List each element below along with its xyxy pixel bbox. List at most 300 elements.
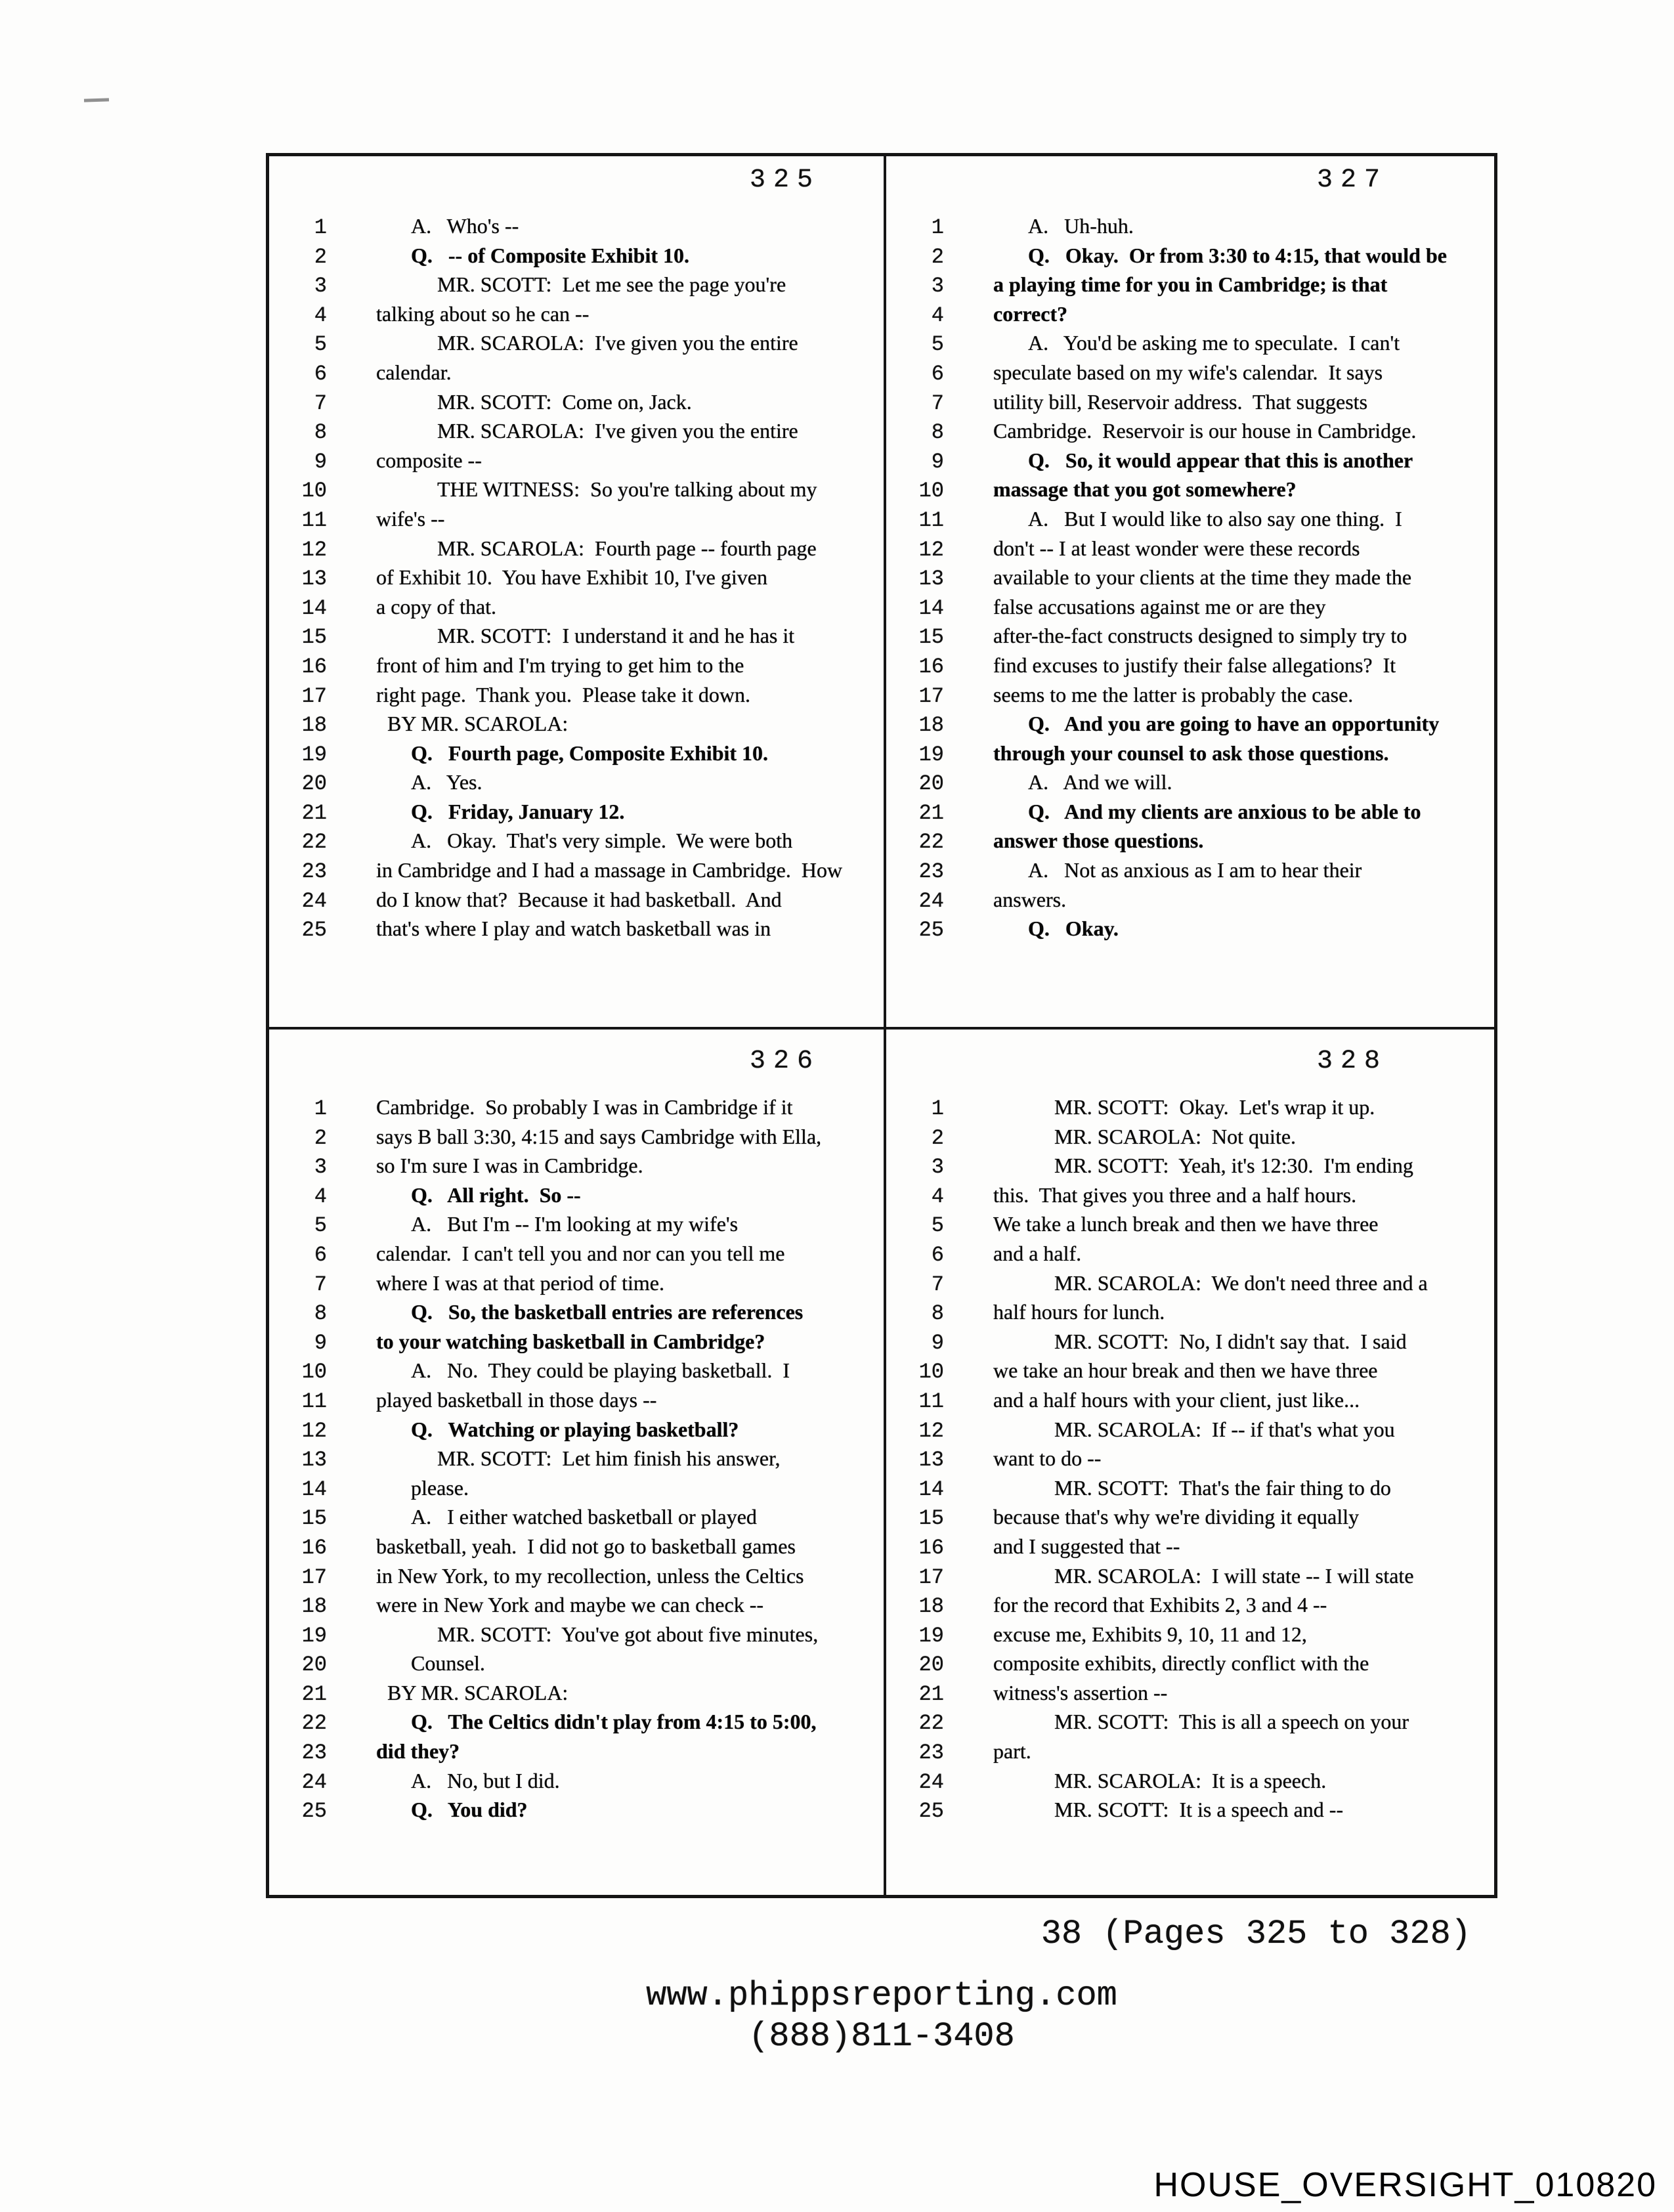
line-number: 7	[314, 391, 327, 416]
transcript-line	[886, 592, 1494, 622]
line-number: 4	[931, 303, 944, 328]
line-text: answer those questions.	[993, 829, 1204, 853]
line-text: MR. SCAROLA: Not quite.	[1054, 1124, 1297, 1148]
transcript-line	[269, 1561, 884, 1591]
line-number: 9	[931, 1330, 944, 1355]
transcript-line	[886, 328, 1494, 358]
transcript-line	[886, 1649, 1494, 1678]
line-text: that's where I play and watch basketball was in	[376, 917, 771, 941]
line-text: Q. And my clients are anxious to be able to	[1028, 799, 1421, 823]
transcript-line	[269, 1649, 884, 1678]
line-text: speculate based on my wife's calendar. It says	[993, 360, 1383, 384]
line-text: says B ball 3:30, 4:15 and says Cambridge with Ella,	[376, 1124, 822, 1148]
line-number: 1	[314, 1096, 327, 1121]
line-number: 18	[301, 1594, 327, 1619]
line-text: answers.	[993, 887, 1067, 911]
line-text: Q. Fourth page, Composite Exhibit 10.	[411, 741, 769, 765]
transcript-line	[269, 241, 884, 271]
line-text: correct?	[993, 301, 1068, 326]
transcript-line	[886, 797, 1494, 827]
line-number: 12	[301, 1418, 327, 1443]
line-number: 5	[314, 332, 327, 357]
transcript-line	[269, 1620, 884, 1649]
transcript-line	[269, 1473, 884, 1503]
transcript-line	[269, 592, 884, 622]
reporting-phone: (888)811-3408	[748, 2017, 1015, 2056]
line-text: witness's assertion --	[993, 1680, 1168, 1704]
transcript-line	[269, 1151, 884, 1181]
line-text: seems to me the latter is probably the case.	[993, 682, 1354, 706]
transcript-line	[269, 621, 884, 651]
transcript-line	[886, 1356, 1494, 1385]
line-text: MR. SCAROLA: I've given you the entire	[437, 331, 798, 355]
line-text: for the record that Exhibits 2, 3 and 4 --	[993, 1593, 1327, 1617]
line-number: 6	[931, 1242, 944, 1267]
transcript-line	[269, 270, 884, 299]
line-number: 16	[301, 654, 327, 679]
transcript-line	[269, 797, 884, 827]
line-text: part.	[993, 1739, 1031, 1764]
line-number: 4	[931, 1184, 944, 1209]
transcript-line	[886, 1707, 1494, 1737]
line-text: Q. And you are going to have an opportunity	[1028, 712, 1440, 736]
line-text: because that's why we're dividing it equally	[993, 1505, 1360, 1529]
line-number: 20	[918, 771, 944, 796]
line-number: 3	[931, 274, 944, 299]
transcript-line	[886, 856, 1494, 885]
transcript-line	[886, 651, 1494, 680]
line-text: A. But I would like to also say one thing. I	[1028, 506, 1402, 531]
line-number: 23	[918, 859, 944, 884]
line-text: Q. Watching or playing basketball?	[411, 1417, 739, 1441]
line-text: MR. SCOTT: Let him finish his answer,	[437, 1446, 781, 1471]
transcript-line	[269, 1532, 884, 1561]
transcript-page-327	[886, 156, 1494, 1030]
transcript-grid	[266, 153, 1497, 1898]
line-number: 19	[301, 1623, 327, 1648]
line-number: 3	[314, 1155, 327, 1180]
line-text: do I know that? Because it had basketball. And	[376, 887, 782, 911]
line-text: Q. So, it would appear that this is another	[1028, 448, 1413, 472]
transcript-line	[269, 1239, 884, 1269]
line-text: MR. SCOTT: You've got about five minutes,	[437, 1622, 819, 1646]
transcript-line	[269, 856, 884, 885]
transcript-line	[886, 1473, 1494, 1503]
line-number: 12	[301, 537, 327, 562]
line-number: 15	[918, 1506, 944, 1531]
line-text: MR. SCOTT: This is all a speech on your	[1054, 1710, 1409, 1734]
line-number: 5	[931, 1213, 944, 1238]
line-number: 6	[314, 361, 327, 386]
line-number: 16	[918, 654, 944, 679]
line-number: 21	[918, 800, 944, 825]
line-text: we take an hour break and then we have three	[993, 1358, 1378, 1383]
transcript-line	[886, 563, 1494, 592]
line-text: A. Okay. That's very simple. We were both	[411, 829, 793, 853]
line-number: 17	[301, 1565, 327, 1590]
line-number: 13	[301, 567, 327, 592]
page-number: 327	[1316, 165, 1388, 195]
transcript-line	[269, 1795, 884, 1825]
line-text: massage that you got somewhere?	[993, 477, 1297, 502]
line-text: Q. All right. So --	[411, 1182, 581, 1207]
transcript-line	[886, 1590, 1494, 1620]
transcript-line	[886, 1444, 1494, 1473]
line-number: 14	[301, 596, 327, 620]
line-number: 19	[301, 742, 327, 767]
line-number: 22	[301, 830, 327, 855]
transcript-line	[886, 1269, 1494, 1298]
transcript-line	[269, 328, 884, 358]
line-number: 5	[314, 1213, 327, 1238]
line-text: MR. SCOTT: Okay. Let's wrap it up.	[1054, 1095, 1375, 1119]
reporting-website: www.phippsreporting.com	[646, 1976, 1117, 2015]
transcript-line	[886, 416, 1494, 446]
transcript-line	[269, 739, 884, 768]
line-number: 16	[301, 1535, 327, 1560]
line-text: available to your clients at the time they made the	[993, 565, 1412, 590]
transcript-line	[886, 211, 1494, 241]
line-text: composite --	[376, 448, 482, 472]
line-number: 25	[301, 918, 327, 943]
transcript-line	[886, 768, 1494, 797]
transcript-line	[269, 1269, 884, 1298]
line-number: 14	[301, 1477, 327, 1502]
line-text: MR. SCAROLA: If -- if that's what you	[1054, 1417, 1395, 1441]
transcript-line	[269, 1737, 884, 1766]
transcript-line	[886, 680, 1494, 710]
transcript-line	[886, 1532, 1494, 1561]
line-number: 23	[918, 1741, 944, 1766]
page-number: 328	[1316, 1047, 1388, 1076]
line-text: basketball, yeah. I did not go to basketball games	[376, 1534, 796, 1558]
line-number: 8	[931, 1301, 944, 1326]
line-text: composite exhibits, directly conflict with the	[993, 1651, 1369, 1676]
line-number: 15	[918, 625, 944, 650]
line-number: 21	[301, 800, 327, 825]
line-number: 7	[931, 391, 944, 416]
line-number: 3	[931, 1155, 944, 1180]
transcript-line	[269, 826, 884, 856]
transcript-line	[886, 475, 1494, 504]
line-number: 21	[301, 1681, 327, 1706]
line-text: please.	[411, 1475, 469, 1500]
line-number: 23	[301, 859, 327, 884]
transcript-line	[269, 1327, 884, 1356]
line-text: utility bill, Reservoir address. That suggests	[993, 389, 1368, 414]
line-text: A. But I'm -- I'm looking at my wife's	[411, 1212, 739, 1236]
transcript-line	[269, 534, 884, 563]
line-number: 1	[931, 215, 944, 240]
transcript-lines	[886, 211, 1494, 943]
line-number: 8	[931, 420, 944, 445]
transcript-line	[269, 1707, 884, 1737]
transcript-line	[269, 1502, 884, 1532]
line-text: half hours for lunch.	[993, 1300, 1165, 1324]
line-text: Q. You did?	[411, 1798, 528, 1822]
line-text: Q. The Celtics didn't play from 4:15 to 5:00,	[411, 1710, 817, 1734]
line-number: 18	[918, 713, 944, 738]
line-text: and a half hours with your client, just like...	[993, 1387, 1360, 1412]
transcript-page-328	[886, 1030, 1494, 1895]
line-text: Q. Friday, January 12.	[411, 799, 625, 823]
line-text: want to do --	[993, 1446, 1102, 1471]
page-number: 325	[749, 165, 821, 195]
line-number: 12	[918, 1418, 944, 1443]
transcript-line	[886, 299, 1494, 329]
transcript-line	[269, 446, 884, 475]
line-text: MR. SCOTT: That's the fair thing to do	[1054, 1475, 1391, 1500]
line-number: 22	[301, 1711, 327, 1736]
line-number: 1	[931, 1096, 944, 1121]
transcript-lines	[269, 211, 884, 943]
line-text: Counsel.	[411, 1651, 485, 1676]
transcript-line	[269, 914, 884, 943]
transcript-line	[269, 358, 884, 387]
line-text: BY MR. SCAROLA:	[387, 712, 569, 736]
transcript-line	[269, 211, 884, 241]
line-number: 24	[301, 1769, 327, 1794]
line-number: 20	[918, 1653, 944, 1678]
transcript-line	[886, 1093, 1494, 1122]
folio-page-range: 38 (Pages 325 to 328)	[1041, 1915, 1471, 1953]
line-number: 11	[301, 508, 327, 532]
line-number: 25	[918, 918, 944, 943]
transcript-line	[269, 1678, 884, 1708]
line-text: false accusations against me or are they	[993, 594, 1326, 618]
line-text: after-the-fact constructs designed to simply try to	[993, 624, 1407, 648]
line-text: Q. Okay.	[1028, 917, 1119, 941]
transcript-line	[886, 1795, 1494, 1825]
line-number: 24	[918, 1769, 944, 1794]
line-number: 25	[918, 1799, 944, 1824]
line-number: 11	[918, 508, 944, 532]
line-text: MR. SCAROLA: I will state -- I will state	[1054, 1563, 1414, 1588]
line-text: calendar.	[376, 360, 452, 384]
line-number: 4	[314, 303, 327, 328]
line-number: 22	[918, 830, 944, 855]
transcript-line	[886, 1620, 1494, 1649]
line-number: 6	[314, 1242, 327, 1267]
transcript-line	[886, 1678, 1494, 1708]
line-number: 13	[918, 567, 944, 592]
line-number: 4	[314, 1184, 327, 1209]
line-text: A. Who's --	[411, 214, 519, 238]
line-text: Q. -- of Composite Exhibit 10.	[411, 243, 689, 267]
transcript-line	[269, 416, 884, 446]
line-text: find excuses to justify their false allegations? It	[993, 653, 1396, 677]
line-text: don't -- I at least wonder were these records	[993, 536, 1360, 560]
line-number: 19	[918, 742, 944, 767]
transcript-line	[886, 1415, 1494, 1444]
line-text: through your counsel to ask those questions.	[993, 741, 1389, 765]
transcript-page-326	[269, 1030, 886, 1895]
line-text: A. And we will.	[1028, 770, 1172, 794]
transcript-line	[886, 709, 1494, 739]
line-text: excuse me, Exhibits 9, 10, 11 and 12,	[993, 1622, 1307, 1646]
line-text: We take a lunch break and then we have three	[993, 1212, 1379, 1236]
line-number: 2	[314, 244, 327, 269]
line-number: 20	[301, 771, 327, 796]
transcript-line	[269, 1356, 884, 1385]
line-number: 11	[918, 1389, 944, 1414]
line-number: 9	[314, 1330, 327, 1355]
line-number: 10	[918, 1360, 944, 1385]
line-text: MR. SCAROLA: We don't need three and a	[1054, 1270, 1428, 1295]
line-text: talking about so he can --	[376, 301, 590, 326]
transcript-line	[886, 1209, 1494, 1239]
transcript-line	[886, 1561, 1494, 1591]
line-number: 9	[314, 449, 327, 474]
line-number: 10	[918, 479, 944, 504]
transcript-line	[886, 1327, 1494, 1356]
transcript-line	[269, 475, 884, 504]
line-text: MR. SCOTT: No, I didn't say that. I said	[1054, 1329, 1407, 1353]
line-text: of Exhibit 10. You have Exhibit 10, I've given	[376, 565, 767, 590]
transcript-line	[269, 1209, 884, 1239]
line-text: in Cambridge and I had a massage in Cambridge. How	[376, 858, 843, 882]
transcript-line	[886, 1181, 1494, 1210]
line-number: 17	[301, 683, 327, 708]
line-text: did they?	[376, 1739, 460, 1764]
transcript-line	[269, 1297, 884, 1327]
line-number: 17	[918, 1565, 944, 1590]
line-number: 22	[918, 1711, 944, 1736]
line-number: 15	[301, 1506, 327, 1531]
line-text: wife's --	[376, 506, 445, 531]
transcript-line	[886, 1239, 1494, 1269]
line-number: 25	[301, 1799, 327, 1824]
line-text: in New York, to my recollection, unless the Celtics	[376, 1563, 804, 1588]
line-number: 9	[931, 449, 944, 474]
transcript-line	[269, 1181, 884, 1210]
line-text: A. No. They could be playing basketball. I	[411, 1358, 790, 1383]
line-text: Cambridge. Reservoir is our house in Cambridge.	[993, 419, 1417, 443]
transcript-line	[269, 504, 884, 534]
transcript-line	[269, 709, 884, 739]
line-number: 21	[918, 1681, 944, 1706]
line-text: were in New York and maybe we can check --	[376, 1593, 763, 1617]
line-number: 11	[301, 1389, 327, 1414]
line-text: MR. SCOTT: I understand it and he has it	[437, 624, 795, 648]
line-text: MR. SCAROLA: Fourth page -- fourth page	[437, 536, 817, 560]
transcript-lines	[269, 1093, 884, 1825]
transcript-line	[269, 1415, 884, 1444]
line-text: A. Yes.	[411, 770, 483, 794]
transcript-line	[269, 651, 884, 680]
line-text: Q. Okay. Or from 3:30 to 4:15, that would be	[1028, 243, 1447, 267]
line-number: 18	[918, 1594, 944, 1619]
transcript-line	[886, 1766, 1494, 1796]
bates-number: HOUSE_OVERSIGHT_010820	[1153, 2166, 1657, 2204]
transcript-line	[269, 1122, 884, 1152]
transcript-line	[886, 1122, 1494, 1152]
transcript-line	[269, 1444, 884, 1473]
transcript-line	[269, 1590, 884, 1620]
line-text: MR. SCAROLA: It is a speech.	[1054, 1768, 1327, 1792]
line-number: 10	[301, 479, 327, 504]
line-number: 17	[918, 683, 944, 708]
line-text: and a half.	[993, 1241, 1082, 1265]
line-text: A. You'd be asking me to speculate. I can't	[1028, 331, 1400, 355]
transcript-line	[269, 768, 884, 797]
transcript-line	[269, 680, 884, 710]
transcript-line	[886, 621, 1494, 651]
transcript-line	[886, 1385, 1494, 1415]
transcript-line	[886, 1151, 1494, 1181]
line-number: 13	[301, 1448, 327, 1473]
line-number: 13	[918, 1448, 944, 1473]
line-number: 15	[301, 625, 327, 650]
transcript-line	[886, 534, 1494, 563]
line-number: 7	[931, 1272, 944, 1297]
transcript-line	[886, 270, 1494, 299]
line-number: 18	[301, 713, 327, 738]
line-text: a copy of that.	[376, 594, 497, 618]
line-text: Cambridge. So probably I was in Cambridge if it	[376, 1095, 793, 1119]
line-text: A. No, but I did.	[411, 1768, 560, 1792]
transcript-line	[269, 563, 884, 592]
line-number: 19	[918, 1623, 944, 1648]
transcript-line	[886, 1502, 1494, 1532]
line-text: and I suggested that --	[993, 1534, 1180, 1558]
transcript-line	[886, 885, 1494, 915]
line-number: 2	[931, 1125, 944, 1150]
line-number: 23	[301, 1741, 327, 1766]
line-number: 7	[314, 1272, 327, 1297]
transcript-line	[886, 914, 1494, 943]
line-number: 24	[918, 888, 944, 913]
line-number: 5	[931, 332, 944, 357]
transcript-line	[886, 504, 1494, 534]
transcript-line	[269, 387, 884, 417]
line-text: MR. SCOTT: Let me see the page you're	[437, 272, 786, 297]
line-number: 14	[918, 1477, 944, 1502]
line-text: where I was at that period of time.	[376, 1270, 664, 1295]
line-text: MR. SCOTT: Come on, Jack.	[437, 389, 692, 414]
line-number: 8	[314, 1301, 327, 1326]
line-number: 10	[301, 1360, 327, 1385]
transcript-line	[886, 1297, 1494, 1327]
line-text: so I'm sure I was in Cambridge.	[376, 1154, 643, 1178]
line-text: MR. SCOTT: It is a speech and --	[1054, 1798, 1344, 1822]
transcript-line	[269, 1093, 884, 1122]
line-number: 14	[918, 596, 944, 620]
line-text: A. Uh-huh.	[1028, 214, 1134, 238]
line-text: this. That gives you three and a half hours.	[993, 1182, 1357, 1207]
transcript-line	[886, 358, 1494, 387]
page-number: 326	[749, 1047, 821, 1076]
line-text: front of him and I'm trying to get him to the	[376, 653, 744, 677]
transcript-line	[269, 885, 884, 915]
line-number: 2	[931, 244, 944, 269]
line-number: 24	[301, 888, 327, 913]
transcript-line	[269, 1385, 884, 1415]
line-number: 12	[918, 537, 944, 562]
line-text: right page. Thank you. Please take it down.	[376, 682, 750, 706]
transcript-lines	[886, 1093, 1494, 1825]
transcript-line	[269, 1766, 884, 1796]
transcript-page-325	[269, 156, 886, 1030]
line-text: Q. So, the basketball entries are references	[411, 1300, 804, 1324]
line-text: a playing time for you in Cambridge; is that	[993, 272, 1388, 297]
transcript-line	[886, 826, 1494, 856]
line-text: BY MR. SCAROLA:	[387, 1680, 569, 1704]
line-text: A. I either watched basketball or played	[411, 1505, 757, 1529]
transcript-line	[886, 241, 1494, 271]
line-number: 20	[301, 1653, 327, 1678]
transcript-line	[886, 387, 1494, 417]
